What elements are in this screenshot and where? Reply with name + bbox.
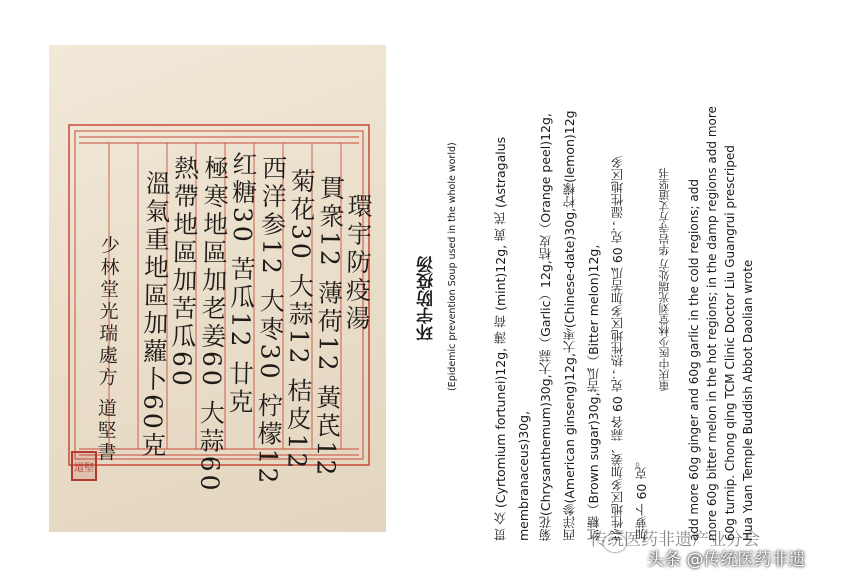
manuscript-signature: 少林堂光瑞處方 道堅書	[94, 234, 120, 465]
english-line: 60g turnip. Chong qing TCM Clinic Doctor Liu Guangrui prescriped	[723, 145, 737, 541]
seal-stamp: 道堅	[71, 451, 97, 481]
watermark-channel: 传统医药非遗产业分会	[590, 530, 760, 550]
watermark-author: 头条 @传统医药非遗	[647, 550, 806, 570]
body-line: 西洋参(American ginseng)12g,大枣(Chinese-date)30g,柠檬(lemon)12g	[562, 110, 577, 541]
manuscript-line: 熱帶地區加苦瓜60	[166, 154, 201, 390]
watermark-logo-icon	[604, 534, 626, 552]
body-line: 贯 众 (Cyrtomium fortunei)12g, 薄 荷 (mint)12g, 黄 芪 (Astragalus	[493, 136, 508, 541]
page-subtitle: (Epidemic prevention Soup used in the whole world)	[447, 142, 458, 391]
manuscript-line: 红糖30 苦瓜12 廿克	[224, 150, 259, 417]
body-line: 红糖（Brown sugar)30g,苦瓜（Bitter melon)12g,	[586, 244, 601, 541]
body-line: 菊花(Chrysanthemum)30g,大蒜（Garlic）12g,桔皮（Orange peel)12g,	[538, 113, 553, 541]
manuscript-line: 菊花30 大蒜12 桔皮12	[282, 167, 317, 472]
manuscript-line: 貫衆12 薄荷12 黃芪12	[311, 174, 346, 479]
body-line: 寒性地区多加姜、蒜各 60 克；热性地区多加苦瓜 60 克；湿性地区多	[610, 155, 625, 541]
text-page	[414, 41, 759, 541]
manuscript-line: 極寒地區加老姜60 大蒜60	[195, 154, 230, 494]
body-line: 加萝卜 60 克。	[634, 454, 649, 541]
body-line: membranaceus)30g,	[516, 410, 531, 541]
prescription-signature: 重庆中医少林堂刘光瑞处方 华岩寺方丈道坚书	[658, 167, 671, 391]
english-line: Hua Yuan Temple Buddish Abbot Daolian wrote	[741, 259, 755, 541]
page-title: 环宇防疫汤	[417, 256, 437, 341]
manuscript-photo	[49, 45, 386, 532]
english-line: add more 60g ginger and 60g garlic in the cold regions; add	[687, 179, 701, 541]
english-line: more 60g bitter melon in the hot regions; in the damp regions add more	[705, 106, 719, 541]
manuscript-title: 環宇防疫湯	[341, 192, 374, 334]
manuscript-line: 溫氣重地區加蘿卜60克	[137, 169, 172, 461]
manuscript-line: 西洋参12 大枣30 柠檬12	[253, 154, 288, 487]
